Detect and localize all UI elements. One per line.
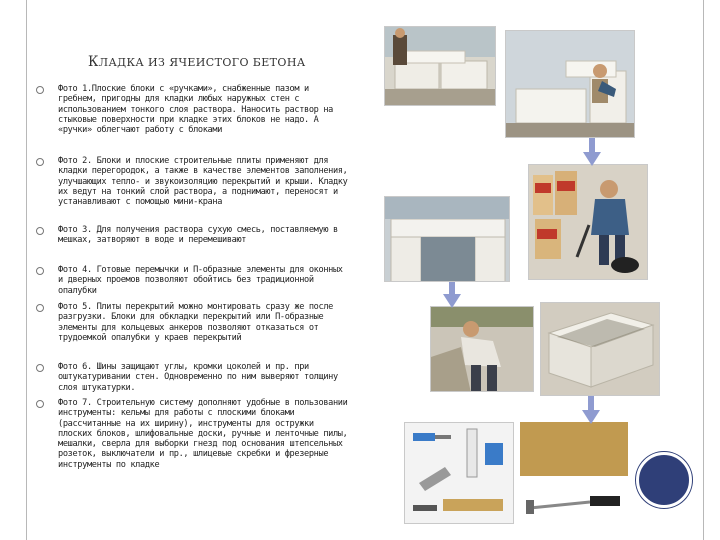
bullet-icon [36,400,44,408]
title-rest: ЛАДКА ИЗ ЯЧЕИСТОГО БЕТОНА [98,56,306,69]
photo-sanding-board [520,422,628,476]
bullet-icon [36,364,44,372]
list-item-text: Фото 5. Плиты перекрытий можно монтировать сразу же после разгрузки. Блоки для обкладки перекрытий или П-образные элементы для кольцевых анкеров позволяют отказаться от трудоемкой опалубки у краев перекрытий [58,302,333,343]
photo-floor-plates [430,306,534,392]
bullet-icon [36,267,44,275]
arrow-down-icon [583,138,601,166]
arrow-down-icon [582,396,600,424]
list-item-text: Фото 7. Строительную систему дополняют удобные в пользовании инструменты: кельмы для работы с плоскими блоками (рассчитанные на их ширину), инструменты для остружки плоских блоков, шлифовальные доски, ручные и ленточные пилы, мешалки, сверла для выборки гнезд под основания штепсельных розеток, выключатели и пр., шлицевые скребки и фрезерные инструменты по кладке [58,398,348,470]
title-initial: К [88,54,99,70]
photo-corner-profiles [540,302,660,396]
photo-block-laying [384,26,496,106]
bullet-icon [36,304,44,312]
list-item-text: Фото 2. Блоки и плоские строительные плиты применяют для кладки перегородок, а также в качестве элементов заполнения, улучшающих тепло- и звукоизоляцию перекрытий и крыши. Кладку их ведут на тонкий слой раствора, а поднимают, переносят и устанавливают с помощью мини-крана [58,156,348,208]
arrow-down-icon [443,282,461,308]
photo-lintels [384,196,510,282]
bullet-icon [36,86,44,94]
list-item-text: Фото 6. Шины защищают углы, кромки цоколей и пр. при оштукатуривании стен. Одновременно по ним выверяют толщину слоя штукатурки. [58,362,338,393]
list-item-text: Фото 1.Плоские блоки с «ручками», снабженные пазом и гребнем, пригодны для кладки любых наружных стен с использованием тонкого слоя раствора. Наносить раствор на стыковые поверхности при кладке этих блоков не надо. А «ручки» облегчают работу с блоками [58,84,333,136]
list-item-text: Фото 3. Для получения раствора сухую смесь, поставляемую в мешках, затворяют в воде и перемешивают [58,225,338,246]
decor-circle-icon [636,452,692,508]
list-item-text: Фото 4. Готовые перемычки и П-образные элементы для оконных и дверных проемов позволяют обойтись без традиционной опалубки [58,265,343,296]
bullet-icon [36,227,44,235]
photo-crane-lifting [505,30,635,138]
photo-scraper-tool [520,480,630,522]
photo-tools [404,422,514,524]
bullet-icon [36,158,44,166]
photo-mixing-mortar [528,164,648,280]
slide-title [88,54,358,70]
